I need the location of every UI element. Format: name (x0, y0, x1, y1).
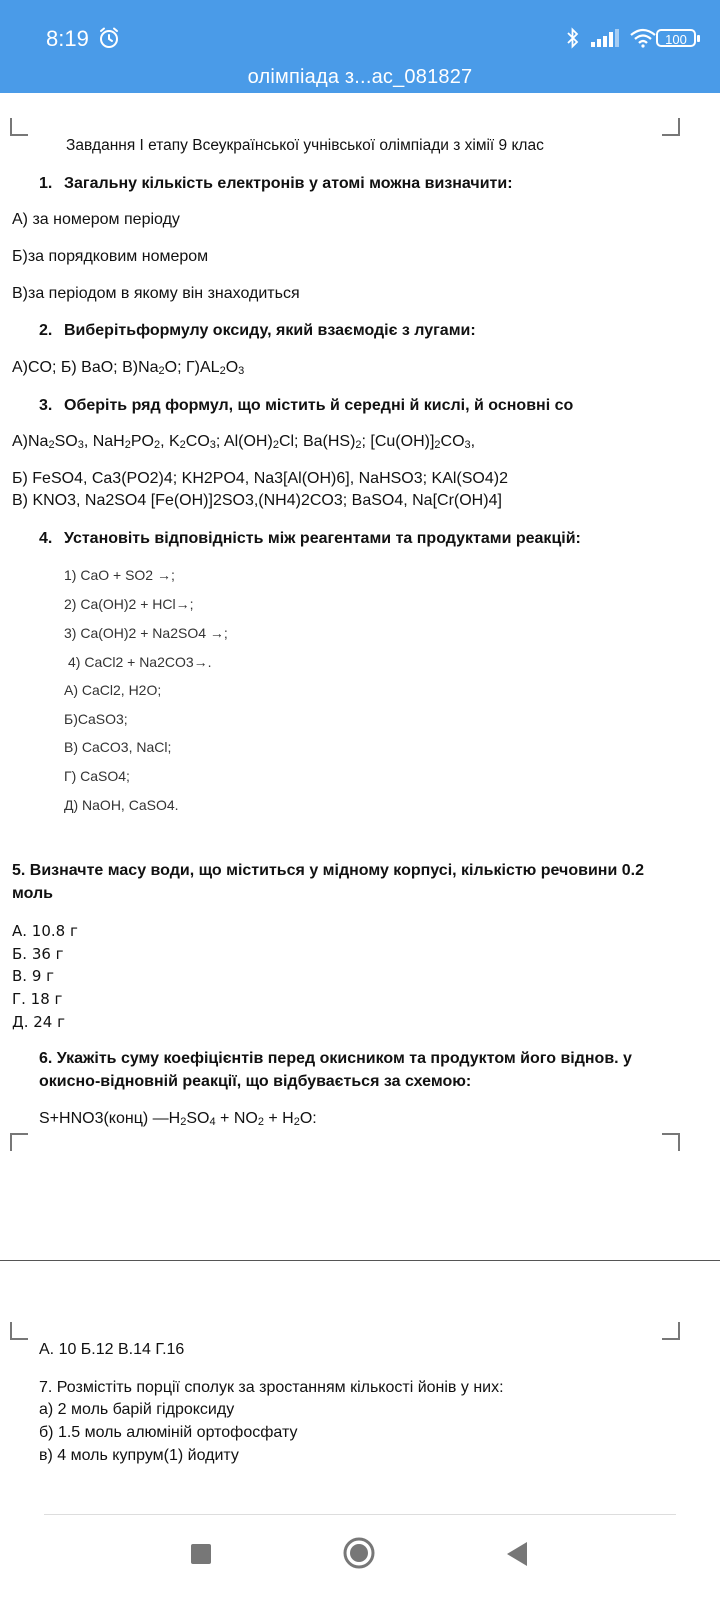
page-corner-bottom-left (10, 1133, 28, 1151)
q4-product-b: Б)CaSO3; (64, 711, 128, 727)
page-divider (0, 1260, 720, 1261)
q7-option-c: в) 4 моль купрум(1) йодиту (39, 1447, 239, 1464)
q3-number: 3. (39, 397, 53, 414)
document-title[interactable]: олімпіада з...ас_081827 (247, 66, 473, 88)
page-corner-top-left (10, 118, 28, 136)
page2-corner-top-right (662, 1322, 680, 1340)
signal-icon (590, 28, 620, 48)
q7-option-b: б) 1.5 моль алюміній ортофосфату (39, 1424, 298, 1441)
q6-text-line2: окисно-відновній реакції, що відбувається за схемою: (39, 1073, 472, 1090)
page2-corner-top-left (10, 1322, 28, 1340)
status-time: 8:19 (46, 26, 89, 51)
q4-reaction-1: 1) CaO + SO2 →; (64, 567, 175, 583)
q2-text: Виберітьформулу оксиду, який взаємодіє з лугами: (64, 322, 476, 339)
q4-product-c: В) CaCO3, NaCl; (64, 739, 172, 755)
back-button[interactable] (505, 1541, 529, 1567)
page-corner-top-right (662, 118, 680, 136)
q4-text: Установіть відповідність між реагентами та продуктами реакцій: (64, 530, 581, 547)
q1-number: 1. (39, 175, 53, 192)
q5-answer-a: А. 10.8 г (12, 922, 78, 940)
q5-answer-d: Г. 18 г (12, 990, 63, 1008)
bottom-separator (44, 1514, 676, 1515)
q4-product-e: Д) NaOH, CaSO4. (64, 797, 179, 813)
q5-text-line2: моль (12, 885, 53, 902)
q4-product-d: Г) CaSO4; (64, 768, 130, 784)
q4-reaction-4: 4) CaCl2 + Na2CO3→. (68, 654, 212, 670)
battery-level: 100 (665, 32, 687, 47)
q1-option-c: В)за періодом в якому він знаходиться (12, 285, 300, 302)
q5-answer-e: Д. 24 г (12, 1013, 65, 1031)
q3-option-c: В) KNO3, Na2SO4 [Fe(OH)]2SO3,(NH4)2CO3; BaSO4, Na[Cr(OH)4] (12, 492, 502, 509)
q1-option-b: Б)за порядковим номером (12, 248, 209, 265)
q3-option-a: $А)Na_2SO_3$, $NaH_2PO_2$, $K_2CO_3$; $Al(OH)_2Cl$; $Ba(HS)_2$; $[Cu(OH)]_2CO_3$, (12, 433, 476, 451)
q3-option-b: Б) FeSO4, Ca3(PO2)4; KH2PO4, Na3[Al(OH)6], NaHSO3; KAl(SO4)2 (12, 470, 508, 487)
q5-answer-c: В. 9 г (12, 967, 55, 985)
q6-answers: А. 10 Б.12 В.14 Г.16 (39, 1341, 185, 1358)
q5-answer-b: Б. 36 г (12, 945, 64, 963)
top-app-bar (0, 0, 720, 93)
page-heading: Завдання І етапу Всеукраїнської учнівської олімпіади з хімії 9 клас (66, 137, 544, 154)
q4-reaction-2: 2) Ca(OH)2 + HCl→; (64, 596, 194, 612)
home-button[interactable] (343, 1537, 375, 1569)
q1-option-a: А) за номером періоду (12, 211, 180, 228)
q4-reaction-3: 3) Ca(OH)2 + Na2SO4 →; (64, 625, 228, 641)
q5-text-line1: 5. Визначте масу води, що міститься у мідному корпусі, кількістю речовини 0.2 (12, 862, 644, 879)
q2-options: А)CO; Б) BaO; $В)Na_2O$; $Г)AL_2O_3$ (12, 359, 245, 377)
q4-product-a: А) CaCl2, H2O; (64, 682, 162, 698)
q1-text: Загальну кількість електронів у атомі можна визначити: (64, 175, 513, 192)
battery-icon (656, 29, 696, 47)
bluetooth-icon (566, 27, 580, 49)
q2-number: 2. (39, 322, 53, 339)
page-corner-bottom-right (662, 1133, 680, 1151)
q7-text: 7. Розмістіть порції сполук за зростанням кількості йонів у них: (39, 1379, 504, 1396)
q3-text: Оберіть ряд формул, що містить й середні й кислі, й основні со (64, 397, 574, 414)
q7-option-a: а) 2 моль барій гідроксиду (39, 1401, 235, 1418)
recents-button[interactable] (191, 1544, 211, 1564)
q6-scheme: S+HNO3(конц) $—H_2SO_4 + NO_2 + H_2O$: (39, 1110, 317, 1128)
q6-text-line1: 6. Укажіть суму коефіцієнтів перед окисником та продуктом його віднов. у (39, 1050, 632, 1067)
wifi-icon (630, 28, 656, 48)
alarm-icon (98, 27, 120, 49)
q4-number: 4. (39, 530, 53, 547)
